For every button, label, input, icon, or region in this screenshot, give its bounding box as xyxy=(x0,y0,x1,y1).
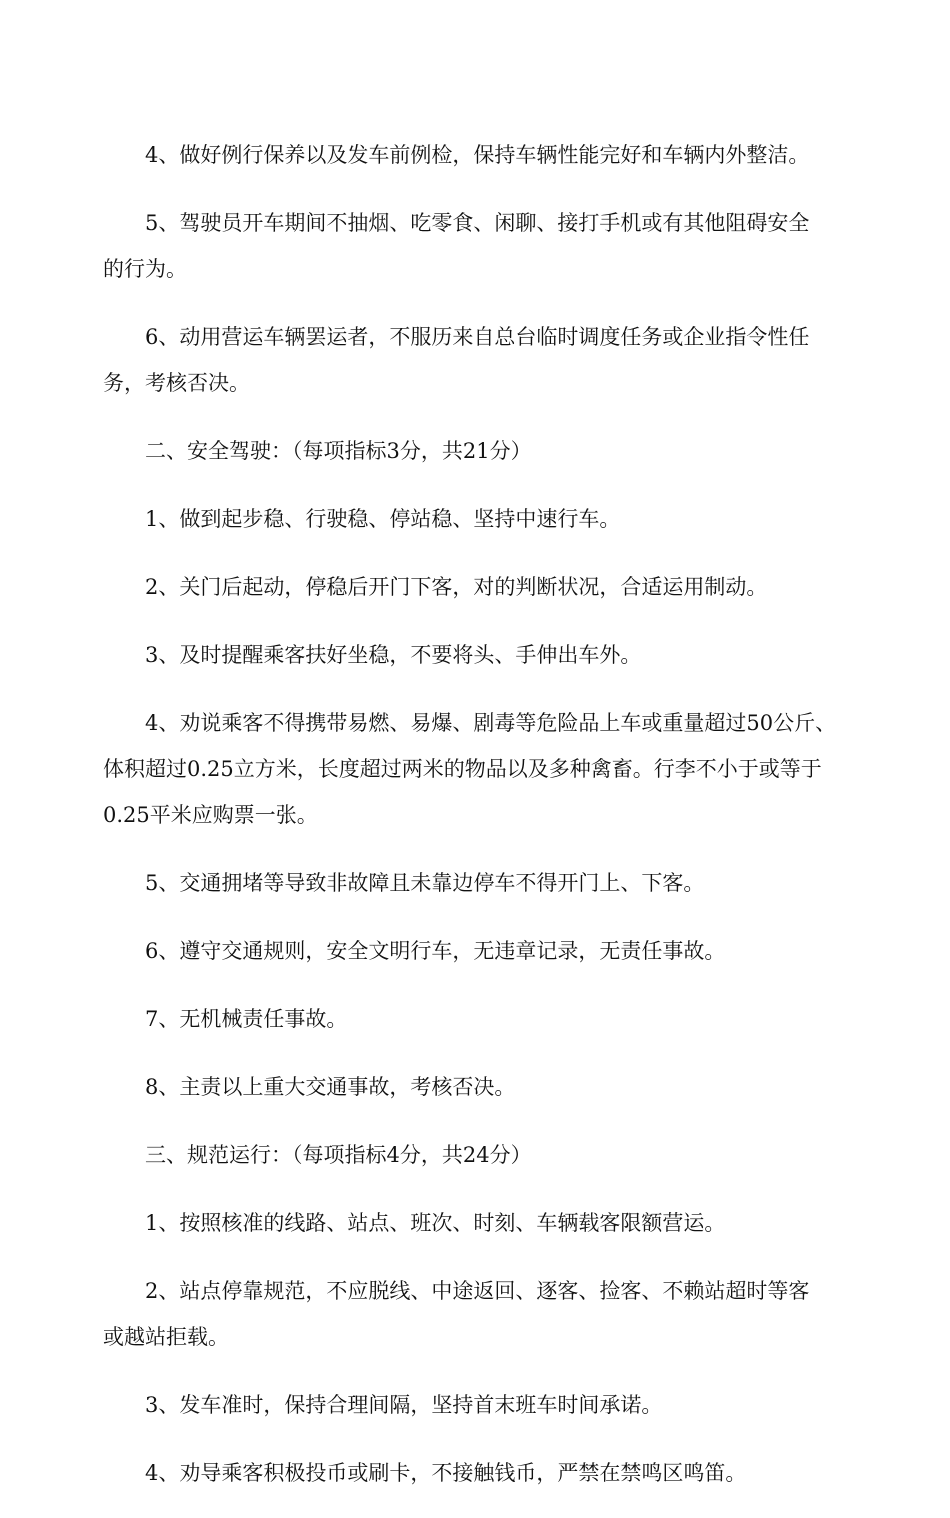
section-heading xyxy=(103,1132,883,1178)
paragraph-line: 务，考核否决。 xyxy=(103,371,250,395)
paragraph xyxy=(103,200,883,292)
paragraph-line: 8、主责以上重大交通事故，考核否决。 xyxy=(145,1075,516,1099)
paragraph xyxy=(103,1200,883,1246)
paragraph-line: 或越站拒载。 xyxy=(103,1325,229,1349)
section-heading-text: 二、安全驾驶：（每项指标3分，共21分） xyxy=(145,439,532,463)
paragraph-line: 2、关门后起动，停稳后开门下客，对的判断状况，合适运用制动。 xyxy=(145,575,768,599)
paragraph xyxy=(103,1450,883,1496)
paragraph-line: 4、做好例行保养以及发车前例检，保持车辆性能完好和车辆内外整洁。 xyxy=(145,143,810,167)
paragraph-line: 0.25平米应购票一张。 xyxy=(103,803,318,827)
paragraph-line: 6、遵守交通规则，安全文明行车，无违章记录，无责任事故。 xyxy=(145,939,726,963)
paragraph-line: 1、按照核准的线路、站点、班次、时刻、车辆载客限额营运。 xyxy=(145,1211,726,1235)
paragraph xyxy=(103,928,883,974)
paragraph-line: 5、交通拥堵等导致非故障且未靠边停车不得开门上、下客。 xyxy=(145,871,705,895)
paragraph-line: 5、驾驶员开车期间不抽烟、吃零食、闲聊、接打手机或有其他阻碍安全 xyxy=(145,211,810,235)
paragraph xyxy=(103,132,883,178)
paragraph-line: 6、动用营运车辆罢运者，不服历来自总台临时调度任务或企业指令性任 xyxy=(145,325,810,349)
paragraph-line: 的行为。 xyxy=(103,257,187,281)
paragraph-line: 7、无机械责任事故。 xyxy=(145,1007,348,1031)
paragraph xyxy=(103,564,883,610)
paragraph-line: 3、及时提醒乘客扶好坐稳，不要将头、手伸出车外。 xyxy=(145,643,642,667)
paragraph xyxy=(103,996,883,1042)
section-heading xyxy=(103,428,883,474)
paragraph xyxy=(103,860,883,906)
paragraph-line: 2、站点停靠规范，不应脱线、中途返回、逐客、捡客、不赖站超时等客 xyxy=(145,1279,810,1303)
paragraph-line: 3、发车准时，保持合理间隔，坚持首末班车时间承诺。 xyxy=(145,1393,663,1417)
document-body xyxy=(103,132,883,1518)
paragraph xyxy=(103,496,883,542)
paragraph xyxy=(103,632,883,678)
paragraph-line: 4、劝说乘客不得携带易燃、易爆、剧毒等危险品上车或重量超过50公斤、 xyxy=(145,711,837,735)
paragraph xyxy=(103,1064,883,1110)
paragraph xyxy=(103,700,883,838)
paragraph-line: 体积超过0.25立方米，长度超过两米的物品以及多种禽畜。行李不小于或等于 xyxy=(103,757,822,781)
paragraph-line: 1、做到起步稳、行驶稳、停站稳、坚持中速行车。 xyxy=(145,507,621,531)
paragraph xyxy=(103,314,883,406)
paragraph xyxy=(103,1268,883,1360)
paragraph xyxy=(103,1382,883,1428)
section-heading-text: 三、规范运行：（每项指标4分，共24分） xyxy=(145,1143,532,1167)
paragraph-line: 4、劝导乘客积极投币或刷卡，不接触钱币，严禁在禁鸣区鸣笛。 xyxy=(145,1461,747,1485)
